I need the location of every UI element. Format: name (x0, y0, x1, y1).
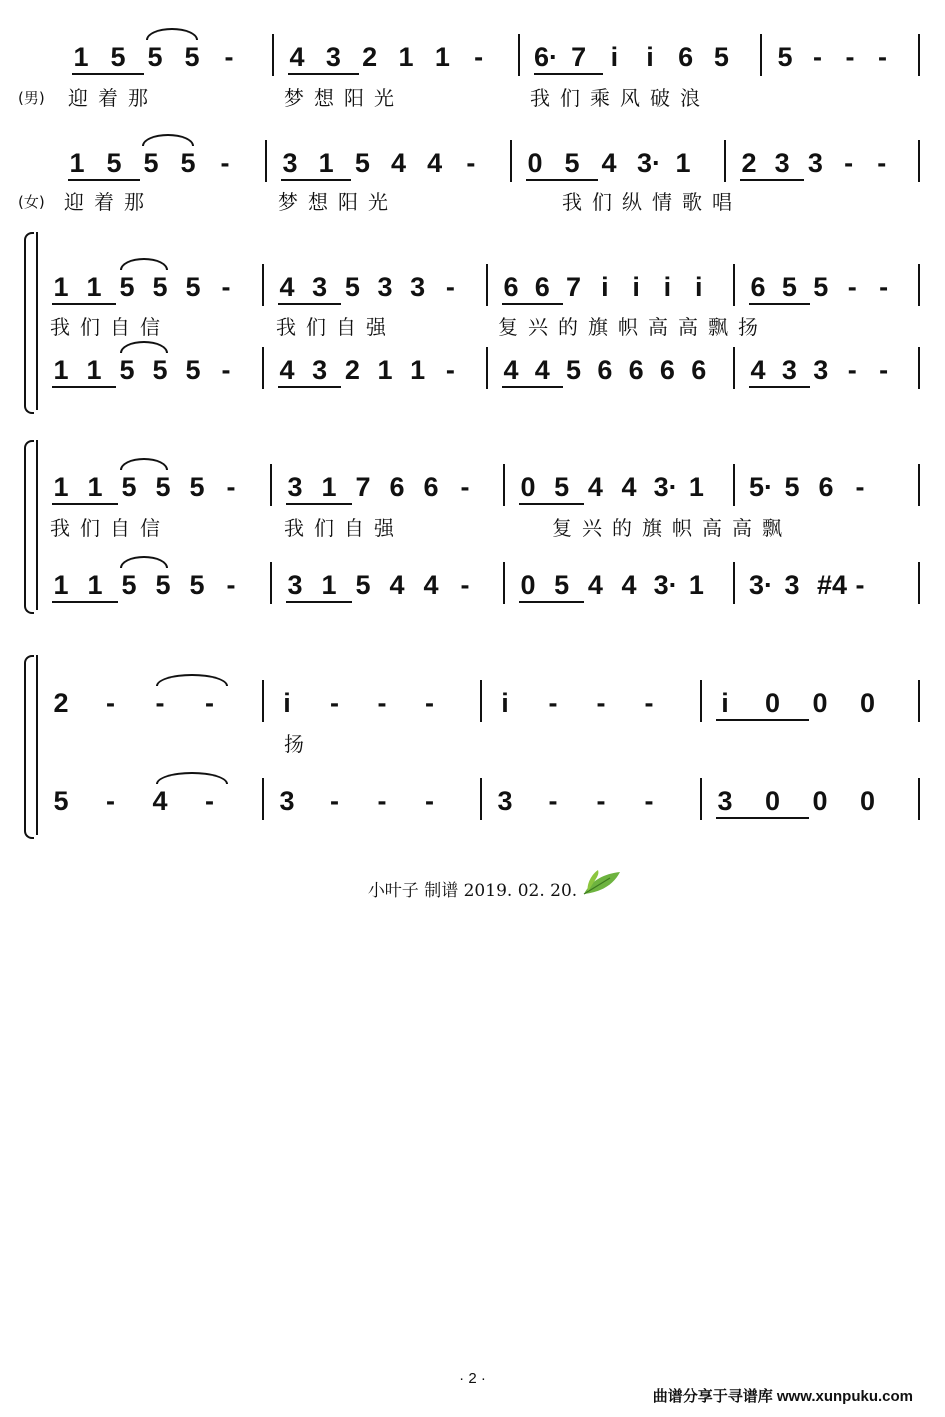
credit-line: 小叶子 制谱 2019. 02. 20. (367, 881, 578, 901)
beam-underline (740, 179, 804, 181)
barline (918, 464, 920, 506)
note: - (460, 472, 470, 502)
note: 3 (784, 570, 800, 600)
beam-underline (749, 303, 810, 305)
note: 1 (86, 272, 102, 302)
note: 3· (653, 570, 678, 600)
note: - (155, 688, 165, 718)
note: i (283, 688, 291, 718)
lyric-line: 迎着那 (68, 86, 158, 110)
note: 3 (325, 42, 341, 72)
note: 1 (86, 355, 102, 385)
note: 4 (750, 355, 766, 385)
beam-underline (68, 179, 140, 181)
note: - (596, 786, 606, 816)
note: - (221, 355, 231, 385)
note: i (694, 272, 703, 302)
note: i (721, 688, 729, 718)
note: - (879, 355, 889, 385)
beam-underline (519, 503, 584, 505)
lyric-line: 复兴的旗帜高高飘扬 (498, 315, 768, 339)
note: #4 (817, 570, 848, 600)
note: 4 (279, 272, 295, 302)
note: i (501, 688, 509, 718)
note: - (445, 355, 455, 385)
beam-underline (716, 817, 809, 819)
tie-slur (146, 28, 198, 40)
note: 5 (189, 570, 205, 600)
note: - (844, 148, 854, 178)
note: 5 (143, 148, 159, 178)
note: 5 (155, 472, 171, 502)
note: - (548, 688, 558, 718)
note: 2 (344, 355, 360, 385)
note: i (601, 272, 609, 302)
note: - (205, 786, 214, 816)
barline (760, 34, 762, 76)
note: 1 (688, 472, 704, 502)
barline (700, 680, 702, 722)
note: - (644, 786, 654, 816)
note: 4 (389, 570, 405, 600)
note: 2 (362, 42, 378, 72)
barline (503, 464, 505, 506)
note: 3 (312, 355, 328, 385)
barline (918, 140, 920, 182)
note: - (877, 148, 887, 178)
note: 1 (675, 148, 691, 178)
note: 3 (312, 272, 328, 302)
note: 3 (377, 272, 393, 302)
note: - (644, 688, 654, 718)
note: - (845, 42, 855, 72)
note: 0 (527, 148, 543, 178)
note: 4 (423, 570, 439, 600)
barline (262, 680, 264, 722)
beam-underline (286, 601, 352, 603)
note: 2 (53, 688, 69, 718)
note: 3 (282, 148, 298, 178)
barline (733, 264, 735, 306)
note: 5 (121, 570, 137, 600)
beam-underline (52, 503, 118, 505)
beam-underline (278, 303, 341, 305)
note: 3· (749, 570, 774, 600)
note: 4 (427, 148, 443, 178)
note: - (224, 42, 234, 72)
note: 0 (859, 786, 876, 816)
note: - (879, 272, 889, 302)
lyric-line: 我们乘风破浪 (530, 86, 710, 110)
note: 3 (717, 786, 733, 816)
note: 5 (110, 42, 126, 72)
note: - (330, 786, 339, 816)
note: 5 (180, 148, 196, 178)
note: 1 (688, 570, 704, 600)
beam-underline (526, 179, 598, 181)
barline (733, 347, 735, 389)
voice-label: (男) (18, 89, 45, 107)
tie-slur (120, 258, 168, 270)
note: i (663, 272, 672, 302)
note: 5 (184, 42, 200, 72)
note: - (377, 786, 387, 816)
note: - (220, 148, 230, 178)
barline (733, 562, 735, 604)
note: - (226, 570, 236, 600)
barline (262, 264, 264, 306)
note: 1 (434, 42, 450, 72)
note: 6 (659, 355, 675, 385)
barline (700, 778, 702, 820)
barline (724, 140, 726, 182)
note: 0 (812, 688, 828, 718)
tie-slur (142, 134, 194, 146)
note: 6 (389, 472, 405, 502)
barline (918, 778, 920, 820)
note: - (106, 786, 115, 816)
note: 5 (344, 272, 360, 302)
note: 1 (53, 272, 69, 302)
note: 6 (628, 355, 644, 385)
note: 5 (713, 42, 729, 72)
tie-slur (156, 674, 228, 686)
note: 3 (774, 148, 790, 178)
lyric-line: 迎着那 (64, 190, 154, 214)
page-number: · 2 · (459, 1370, 486, 1387)
note: - (226, 472, 236, 502)
note: - (813, 42, 822, 72)
note: 3· (653, 472, 678, 502)
barline (262, 778, 264, 820)
note: - (548, 786, 558, 816)
note: 4 (503, 355, 519, 385)
beam-underline (502, 386, 563, 388)
note: - (878, 42, 887, 72)
note: - (466, 148, 476, 178)
note: 1 (377, 355, 393, 385)
note: 0 (812, 786, 828, 816)
note: 6 (818, 472, 834, 502)
note: i (610, 42, 619, 72)
note: 6 (597, 355, 613, 385)
barline (918, 34, 920, 76)
note: 1 (53, 472, 69, 502)
note: - (221, 272, 231, 302)
note: 3 (781, 355, 797, 385)
barline (918, 562, 920, 604)
note: 5 (152, 355, 168, 385)
note: - (205, 688, 214, 718)
note: 5· (749, 472, 774, 502)
note: 5 (121, 472, 137, 502)
beam-underline (52, 601, 118, 603)
lyric-line: 扬 (284, 732, 304, 756)
note: 6 (750, 272, 766, 302)
note: 4 (289, 42, 305, 72)
beam-underline (278, 386, 341, 388)
barline (518, 34, 520, 76)
beam-underline (281, 179, 351, 181)
barline (503, 562, 505, 604)
note: 0 (859, 688, 876, 718)
note: 5 (554, 472, 570, 502)
note: 4 (390, 148, 407, 178)
beam-underline (286, 503, 352, 505)
beam-underline (52, 303, 116, 305)
beam-underline (52, 386, 116, 388)
note: - (855, 472, 865, 502)
note: - (460, 570, 470, 600)
note: 1 (410, 355, 426, 385)
note: - (855, 570, 865, 600)
lyric-line: 梦想阳光 (284, 86, 404, 110)
note: 5 (53, 786, 69, 816)
note: 3 (497, 786, 513, 816)
note: 5 (119, 272, 135, 302)
note: 3· (637, 148, 662, 178)
lyric-line: 我们自信 (50, 315, 170, 339)
note: 5 (152, 272, 168, 302)
barline (918, 264, 920, 306)
note: 4 (152, 786, 168, 816)
site-footer: 曲谱分享于寻谱库 www.xunpuku.com (652, 1388, 913, 1405)
note: - (330, 688, 339, 718)
voice-label: (女) (18, 193, 45, 211)
note: 5 (354, 148, 370, 178)
barline (918, 347, 920, 389)
tie-slur (120, 458, 168, 470)
note: 4 (587, 472, 603, 502)
note: 3 (287, 570, 303, 600)
note: 4 (621, 570, 637, 600)
note: 7 (571, 42, 587, 72)
note: 1 (321, 472, 337, 502)
note: 5 (781, 272, 797, 302)
note: - (847, 272, 857, 302)
note: - (425, 786, 434, 816)
barline (265, 140, 267, 182)
note: 6 (678, 42, 694, 72)
note: 6 (423, 472, 439, 502)
note: 1 (69, 148, 85, 178)
barline (270, 562, 272, 604)
note: 5 (147, 42, 163, 72)
note: 6· (534, 42, 559, 72)
note: 3 (287, 472, 303, 502)
note: 0 (520, 570, 536, 600)
barline (270, 464, 272, 506)
note: 5 (777, 42, 793, 72)
note: 4 (534, 355, 550, 385)
barline (480, 778, 482, 820)
note: 1 (398, 42, 414, 72)
note: 1 (318, 148, 334, 178)
note: i (646, 42, 654, 72)
system-bracket (24, 440, 34, 614)
note: 4 (279, 355, 295, 385)
note: - (847, 355, 857, 385)
note: 5 (185, 355, 201, 385)
barline (733, 464, 735, 506)
beam-underline (749, 386, 810, 388)
tie-slur (120, 341, 168, 353)
lyric-line: 梦想阳光 (278, 190, 398, 214)
barline (918, 680, 920, 722)
note: i (632, 272, 640, 302)
note: 0 (520, 472, 536, 502)
note: 5 (155, 570, 171, 600)
system-line (36, 232, 38, 410)
note: 5 (784, 472, 800, 502)
lyric-line: 我们自信 (50, 516, 170, 540)
system-bracket (24, 655, 34, 839)
note: 4 (601, 148, 617, 178)
note: 6 (503, 272, 519, 302)
note: 1 (87, 570, 103, 600)
beam-underline (502, 303, 563, 305)
barline (480, 680, 482, 722)
note: 1 (53, 355, 69, 385)
barline (510, 140, 512, 182)
note: 5 (554, 570, 570, 600)
lyric-line: 复兴的旗帜高高飘 (552, 516, 792, 540)
note: 1 (321, 570, 337, 600)
note: 6 (691, 355, 707, 385)
beam-underline (534, 73, 603, 75)
barline (272, 34, 274, 76)
note: - (425, 688, 434, 718)
note: 3 (813, 355, 829, 385)
barline (262, 347, 264, 389)
note: 1 (73, 42, 89, 72)
note: 5 (566, 355, 582, 385)
beam-underline (519, 601, 584, 603)
system-line (36, 440, 38, 610)
lyric-line: 我们自强 (276, 315, 396, 339)
lyric-line: 我们自强 (284, 516, 404, 540)
note: - (445, 272, 455, 302)
note: 6 (534, 272, 550, 302)
note: 5 (813, 272, 829, 302)
note: 4 (621, 472, 637, 502)
note: 7 (566, 272, 582, 302)
note: 5 (119, 355, 135, 385)
note: 7 (355, 472, 371, 502)
note: - (474, 42, 484, 72)
tie-slur (120, 556, 168, 568)
note: 3 (410, 272, 426, 302)
note: 5 (185, 272, 201, 302)
tie-slur (156, 772, 228, 784)
note: 5 (355, 570, 371, 600)
barline (486, 264, 488, 306)
lyric-line: 我们纵情歌唱 (562, 190, 742, 214)
leaf-icon (580, 866, 624, 898)
system-line (36, 655, 38, 835)
note: 4 (587, 570, 603, 600)
note: 1 (87, 472, 103, 502)
beam-underline (288, 73, 359, 75)
note: - (106, 688, 115, 718)
note: 5 (564, 148, 580, 178)
note: - (596, 688, 606, 718)
note: 3 (279, 786, 295, 816)
note: 0 (764, 688, 781, 718)
system-bracket (24, 232, 34, 414)
note: 3 (807, 148, 823, 178)
beam-underline (716, 719, 809, 721)
note: 0 (764, 786, 781, 816)
note: 5 (106, 148, 122, 178)
note: - (377, 688, 387, 718)
note: 2 (741, 148, 757, 178)
beam-underline (72, 73, 144, 75)
note: 1 (53, 570, 69, 600)
note: 5 (189, 472, 205, 502)
barline (486, 347, 488, 389)
